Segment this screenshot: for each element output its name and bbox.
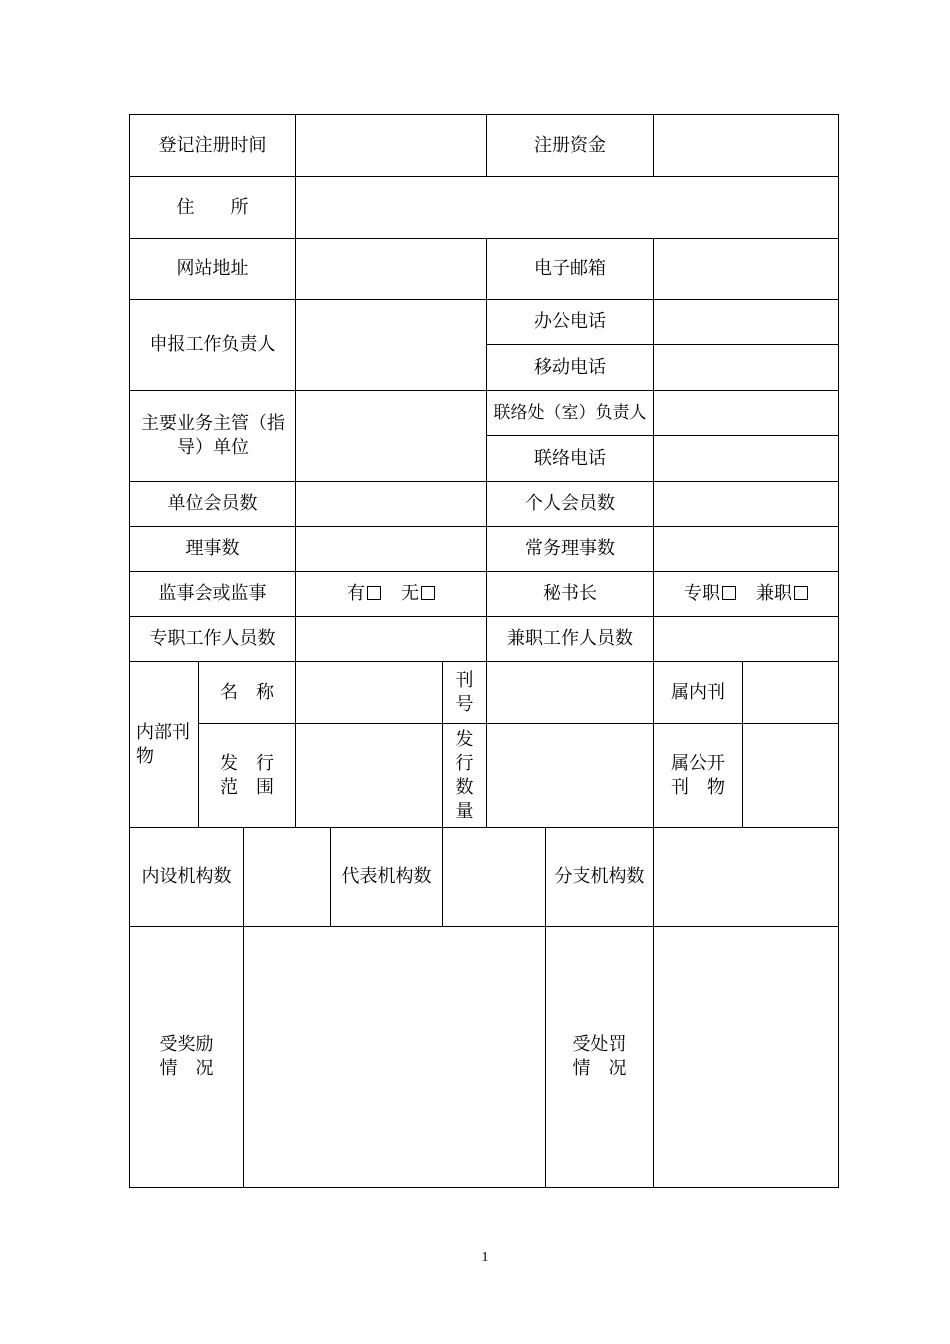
- fulltime-staff-label: 专职工作人员数: [149, 628, 276, 649]
- sg-fulltime-option[interactable]: [684, 582, 736, 606]
- journal-name-label: 名 称: [220, 681, 274, 703]
- journal-internal-label: 属内刊: [671, 681, 725, 703]
- journal-public-label: 属公开 刊 物: [671, 752, 725, 798]
- sg-parttime-label: 兼职: [756, 583, 792, 604]
- office-phone-label: 办公电话: [534, 311, 606, 332]
- supervisors-yes-label: 有: [347, 583, 365, 604]
- supervisors-label: 监事会或监事: [158, 583, 267, 604]
- mobile-phone-field[interactable]: [654, 345, 838, 390]
- liaison-phone-field[interactable]: [654, 436, 838, 481]
- website-label: 网站地址: [176, 258, 249, 279]
- individual-members-label: 个人会员数: [525, 493, 615, 514]
- penalties-field[interactable]: [654, 927, 838, 1187]
- supervisors-no-option[interactable]: [401, 582, 435, 606]
- representative-orgs-field[interactable]: [443, 828, 545, 926]
- secretary-general-label: 秘书长: [543, 583, 597, 604]
- email-field[interactable]: [654, 239, 838, 299]
- awards-field[interactable]: [244, 927, 545, 1187]
- branch-orgs-label: 分支机构数: [554, 866, 645, 887]
- internal-orgs-label: 内设机构数: [141, 866, 232, 887]
- parttime-staff-field[interactable]: [654, 617, 838, 661]
- standing-directors-label: 常务理事数: [525, 538, 615, 559]
- supervisor-field[interactable]: [296, 391, 486, 481]
- liaison-head-label: 联络处（室）负责人: [493, 403, 647, 423]
- branch-orgs-field[interactable]: [654, 828, 838, 926]
- checkbox-icon[interactable]: [722, 586, 736, 600]
- liaison-head-field[interactable]: [654, 391, 838, 435]
- office-phone-field[interactable]: [654, 300, 838, 344]
- report-head-label: 申报工作负责人: [149, 334, 276, 355]
- directors-label: 理事数: [185, 538, 240, 559]
- journal-public-field[interactable]: [743, 724, 838, 827]
- reg-time-label: 登记注册时间: [158, 134, 267, 156]
- liaison-phone-label: 联络电话: [534, 447, 606, 469]
- capital-field[interactable]: [654, 115, 838, 176]
- sg-parttime-option[interactable]: [756, 582, 808, 606]
- journal-circulation-label: 发 行 数 量: [455, 728, 474, 822]
- journal-issue-no-label: 刊 号: [455, 669, 474, 715]
- page-number: 1: [481, 1250, 489, 1265]
- journal-scope-label: 发 行 范 围: [220, 752, 274, 798]
- reg-time-field[interactable]: [296, 115, 486, 176]
- fulltime-staff-field[interactable]: [296, 617, 486, 661]
- journal-scope-field[interactable]: [296, 724, 442, 827]
- supervisors-options: [296, 572, 486, 616]
- journal-internal-field[interactable]: [743, 662, 838, 723]
- secretary-general-options: [654, 572, 838, 616]
- journal-group-label: 内部刊 物: [136, 721, 190, 767]
- journal-issue-no-field[interactable]: [487, 662, 653, 723]
- unit-members-label: 单位会员数: [167, 493, 258, 514]
- directors-field[interactable]: [296, 527, 486, 571]
- checkbox-icon[interactable]: [794, 586, 808, 600]
- sg-fulltime-label: 专职: [684, 583, 720, 604]
- email-label: 电子邮箱: [534, 258, 606, 279]
- report-head-field[interactable]: [296, 300, 486, 390]
- address-field[interactable]: [296, 177, 838, 238]
- website-field[interactable]: [296, 239, 486, 299]
- journal-circulation-field[interactable]: [487, 724, 653, 827]
- standing-directors-field[interactable]: [654, 527, 838, 571]
- supervisors-no-label: 无: [401, 583, 419, 604]
- supervisors-yes-option[interactable]: [347, 582, 381, 606]
- individual-members-field[interactable]: [654, 482, 838, 526]
- checkbox-icon[interactable]: [367, 586, 381, 600]
- parttime-staff-label: 兼职工作人员数: [507, 628, 633, 649]
- journal-name-field[interactable]: [296, 662, 442, 723]
- address-label: 住 所: [176, 196, 249, 218]
- mobile-phone-label: 移动电话: [534, 356, 606, 378]
- capital-label: 注册资金: [534, 134, 606, 156]
- supervisor-label: 主要业务主管（指导）单位: [141, 413, 285, 458]
- representative-orgs-label: 代表机构数: [341, 866, 432, 887]
- awards-label: 受奖励 情 况: [159, 1034, 214, 1079]
- penalties-label: 受处罚 情 况: [572, 1034, 627, 1079]
- checkbox-icon[interactable]: [421, 586, 435, 600]
- internal-orgs-field[interactable]: [244, 828, 330, 926]
- unit-members-field[interactable]: [296, 482, 486, 526]
